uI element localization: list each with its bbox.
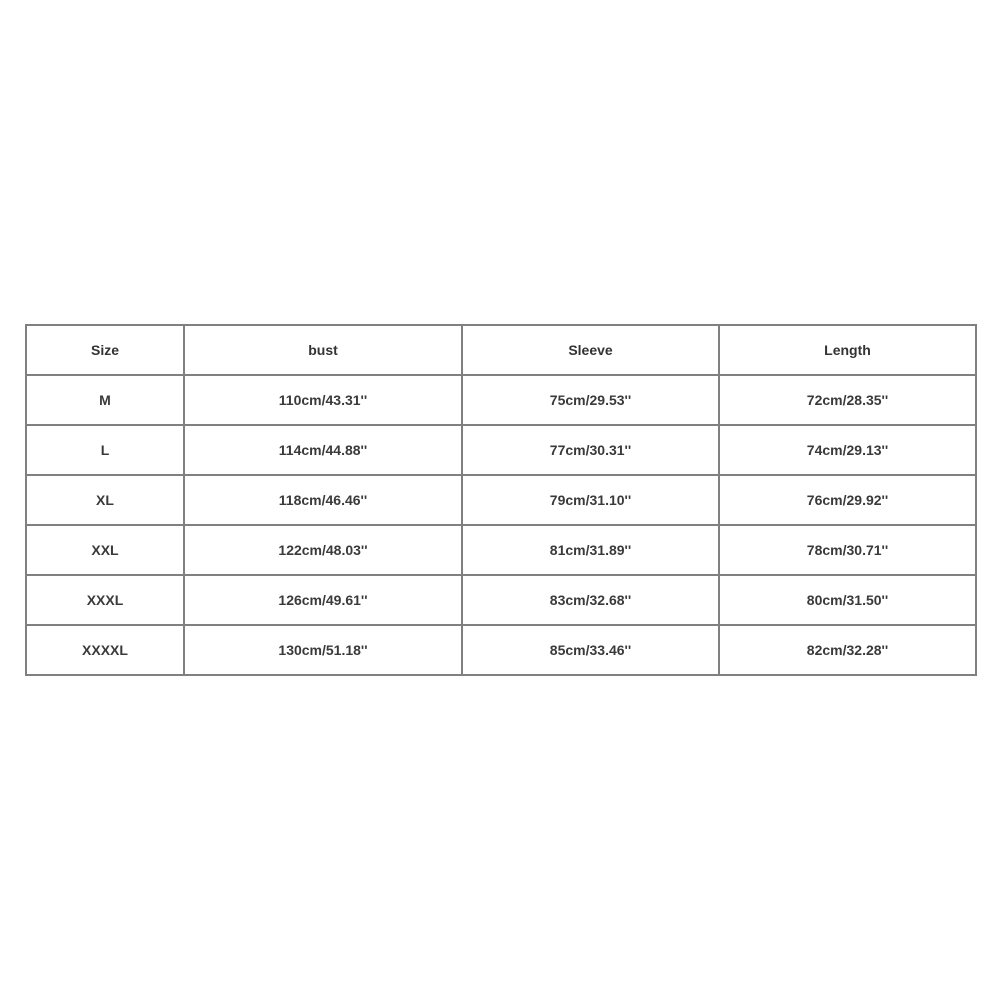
sleeve-cell: 77cm/30.31'' <box>462 425 719 475</box>
bust-cell: 110cm/43.31'' <box>184 375 462 425</box>
size-cell: XXXL <box>26 575 184 625</box>
header-sleeve: Sleeve <box>462 325 719 375</box>
length-cell: 80cm/31.50'' <box>719 575 976 625</box>
bust-cell: 130cm/51.18'' <box>184 625 462 675</box>
table-header-row <box>26 325 976 375</box>
header-length: Length <box>719 325 976 375</box>
size-cell: XXXXL <box>26 625 184 675</box>
header-size: Size <box>26 325 184 375</box>
sleeve-cell: 83cm/32.68'' <box>462 575 719 625</box>
bust-cell: 118cm/46.46'' <box>184 475 462 525</box>
sleeve-cell: 75cm/29.53'' <box>462 375 719 425</box>
sleeve-cell: 79cm/31.10'' <box>462 475 719 525</box>
length-cell: 76cm/29.92'' <box>719 475 976 525</box>
size-cell: M <box>26 375 184 425</box>
size-chart-table <box>25 324 977 676</box>
bust-cell: 114cm/44.88'' <box>184 425 462 475</box>
bust-cell: 122cm/48.03'' <box>184 525 462 575</box>
table-row <box>26 425 976 475</box>
size-cell: L <box>26 425 184 475</box>
sleeve-cell: 85cm/33.46'' <box>462 625 719 675</box>
table-row <box>26 625 976 675</box>
sleeve-cell: 81cm/31.89'' <box>462 525 719 575</box>
length-cell: 82cm/32.28'' <box>719 625 976 675</box>
length-cell: 78cm/30.71'' <box>719 525 976 575</box>
size-cell: XL <box>26 475 184 525</box>
table-row <box>26 475 976 525</box>
table-row <box>26 575 976 625</box>
length-cell: 74cm/29.13'' <box>719 425 976 475</box>
table-row <box>26 375 976 425</box>
length-cell: 72cm/28.35'' <box>719 375 976 425</box>
bust-cell: 126cm/49.61'' <box>184 575 462 625</box>
table-row <box>26 525 976 575</box>
size-cell: XXL <box>26 525 184 575</box>
header-bust: bust <box>184 325 462 375</box>
